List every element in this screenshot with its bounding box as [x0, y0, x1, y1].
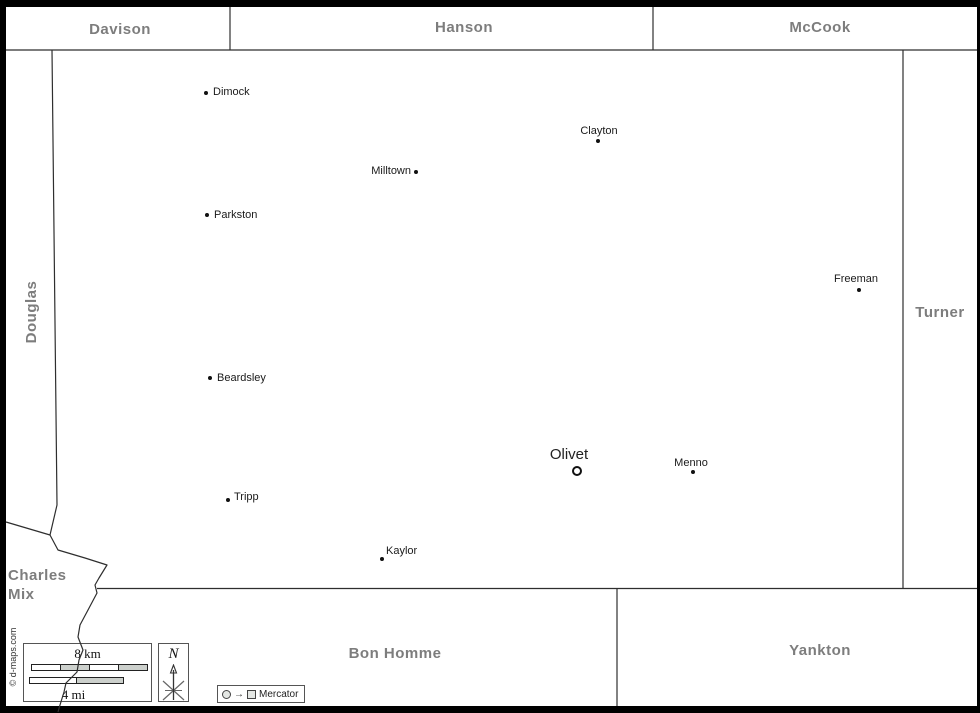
town-label-beardsley: Beardsley — [217, 372, 266, 384]
copyright-label: © d-maps.com — [8, 627, 18, 687]
county-label-bon-homme: Bon Homme — [348, 645, 442, 662]
scale-km-label: 8 km — [74, 646, 101, 661]
town-label-dimock: Dimock — [213, 86, 250, 98]
projection-box — [217, 685, 305, 703]
county-label-davison: Davison — [89, 21, 151, 38]
arrow-right-icon: → — [234, 688, 244, 700]
county-label-turner: Turner — [915, 304, 965, 321]
town-dot-tripp — [226, 498, 230, 502]
frame-top — [0, 0, 980, 7]
compass-box — [158, 643, 189, 702]
town-dot-clayton — [596, 139, 600, 143]
county-label-hanson: Hanson — [434, 19, 493, 36]
scale-box — [23, 643, 152, 702]
town-dot-menno — [691, 470, 695, 474]
county-label-yankton: Yankton — [789, 642, 851, 659]
town-label-parkston: Parkston — [214, 209, 258, 221]
scale-mi-label: 4 mi — [61, 687, 86, 702]
frame-bottom — [0, 706, 980, 713]
scale-segment — [76, 677, 124, 684]
town-label-menno: Menno — [674, 457, 708, 469]
county-label-charles-mix: Charles Mix — [8, 567, 67, 603]
town-dot-milltown — [414, 170, 418, 174]
county-seat-icon — [572, 466, 582, 476]
town-dot-beardsley — [208, 376, 212, 380]
county-label-mccook: McCook — [789, 19, 851, 36]
town-dot-dimock — [204, 91, 208, 95]
scale-bar-mi — [29, 677, 124, 684]
frame-left — [0, 0, 6, 713]
town-label-freeman: Freeman — [833, 273, 879, 285]
town-label-olivet: Olivet — [549, 446, 589, 463]
scale-segment — [118, 664, 148, 671]
town-label-tripp: Tripp — [234, 491, 259, 503]
town-dot-kaylor — [380, 557, 384, 561]
scale-bar-km — [31, 664, 148, 671]
county-label-douglas: Douglas — [23, 280, 40, 344]
scale-segment — [29, 677, 77, 684]
town-label-clayton: Clayton — [580, 125, 618, 137]
globe-circle-icon — [222, 690, 231, 699]
projection-label: Mercator — [259, 688, 299, 700]
town-dot-freeman — [857, 288, 861, 292]
projection-square-icon — [247, 690, 256, 699]
north-label: N — [168, 646, 179, 662]
west-border-douglas — [50, 50, 57, 535]
town-label-kaylor: Kaylor — [386, 545, 418, 557]
town-label-milltown: Milltown — [371, 165, 411, 177]
scale-segment — [89, 664, 119, 671]
compass-rose-icon — [159, 664, 188, 702]
scale-segment — [31, 664, 61, 671]
town-dot-parkston — [205, 213, 209, 217]
scale-segment — [60, 664, 90, 671]
douglas-charlesmix-border — [6, 522, 50, 535]
